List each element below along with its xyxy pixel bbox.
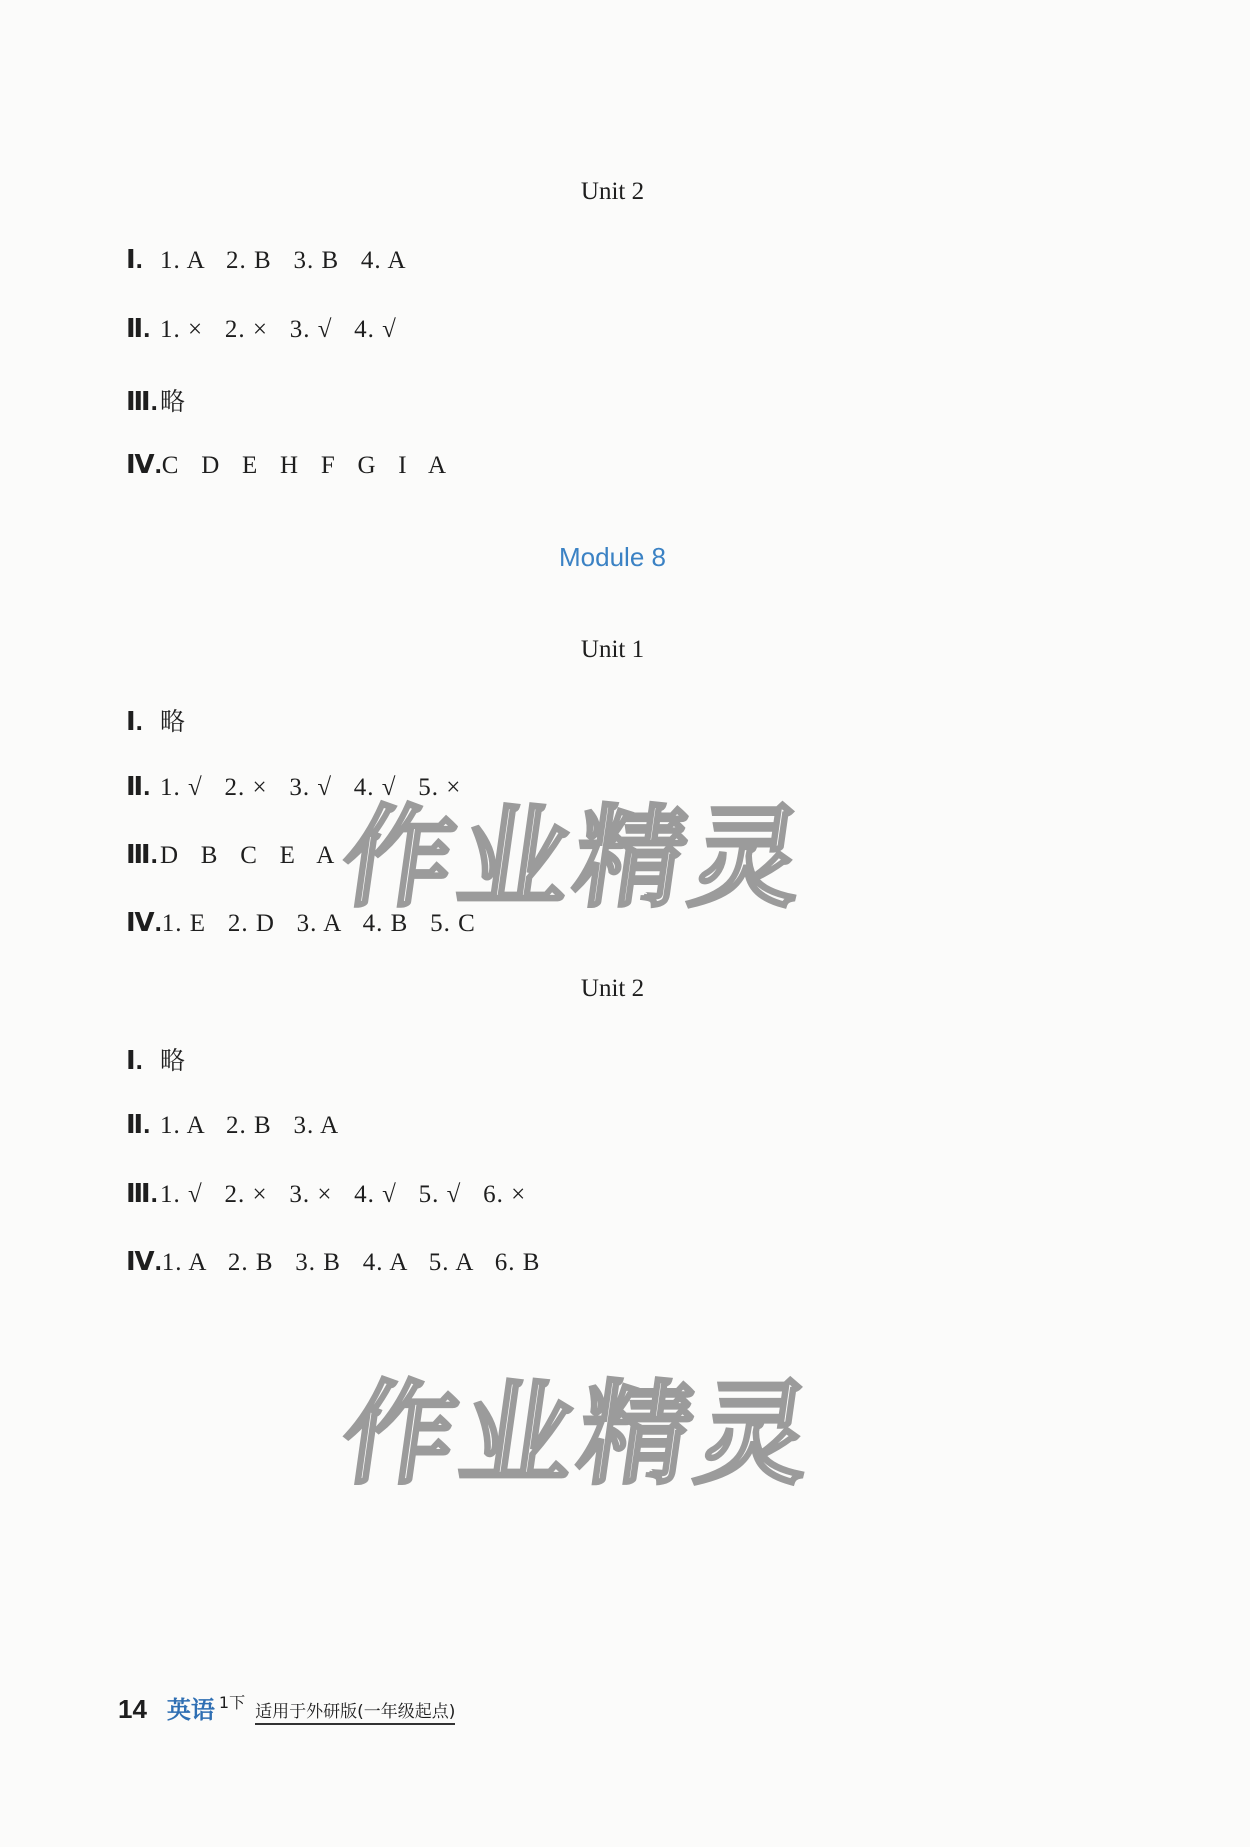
question-number: Ⅱ. — [126, 1109, 151, 1139]
answer-text: 略 — [160, 709, 187, 736]
answer-row — [126, 1109, 339, 1143]
answer-text: 略 — [160, 389, 187, 416]
answer-row — [126, 449, 447, 483]
watermark-bottom: 作业精灵 — [334, 1370, 825, 1500]
question-number: Ⅳ. — [126, 449, 162, 479]
unit-1-title: Unit 1 — [580, 636, 645, 663]
question-number: Ⅳ. — [126, 907, 162, 937]
question-number: Ⅲ. — [126, 1178, 158, 1208]
page-footer — [118, 1690, 455, 1725]
answer-row — [126, 839, 335, 873]
module-title: Module 8 — [559, 542, 666, 572]
question-number: Ⅰ. — [126, 706, 143, 736]
subject-label: 英语 — [166, 1696, 215, 1724]
answer-row — [126, 1041, 186, 1075]
question-number: Ⅱ. — [126, 313, 151, 343]
answer-row — [126, 702, 186, 736]
answer-text: 1. A 2. B 3. B 4. A 5. A 6. B — [161, 1249, 541, 1276]
grade-label: 1下 — [218, 1693, 246, 1712]
answer-text: 1. A 2. B 3. A — [160, 1112, 340, 1139]
unit-2-title-a: Unit 2 — [580, 178, 645, 205]
question-number: Ⅲ. — [126, 386, 158, 416]
question-number: Ⅳ. — [126, 1246, 162, 1276]
answer-text: 1. A 2. B 3. B 4. A — [160, 247, 407, 274]
answer-text: 1. √ 2. × 3. × 4. √ 5. √ 6. × — [160, 1181, 527, 1208]
question-number: Ⅲ. — [126, 839, 158, 869]
page-number: 14 — [118, 1694, 147, 1724]
answer-row — [126, 382, 186, 416]
watermark-center: 作业精灵 — [334, 794, 817, 922]
unit-2-title-b: Unit 2 — [580, 975, 645, 1002]
question-number: Ⅰ. — [126, 1045, 143, 1075]
answer-row — [126, 313, 397, 347]
answer-row — [126, 1246, 540, 1280]
answer-row — [126, 244, 407, 278]
answer-text: 1. E 2. D 3. A 4. B 5. C — [161, 910, 476, 937]
answer-text: 略 — [160, 1048, 187, 1075]
question-number: Ⅰ. — [126, 244, 143, 274]
answer-text: 1. √ 2. × 3. √ 4. √ 5. × — [160, 774, 462, 801]
answer-text: 1. × 2. × 3. √ 4. √ — [160, 316, 397, 343]
answer-text: D B C E A — [160, 842, 336, 869]
answer-text: C D E H F G I A — [161, 452, 448, 479]
answer-row — [126, 1178, 526, 1212]
edition-label: 适用于外研版(一年级起点) — [255, 1697, 455, 1725]
question-number: Ⅱ. — [126, 771, 151, 801]
